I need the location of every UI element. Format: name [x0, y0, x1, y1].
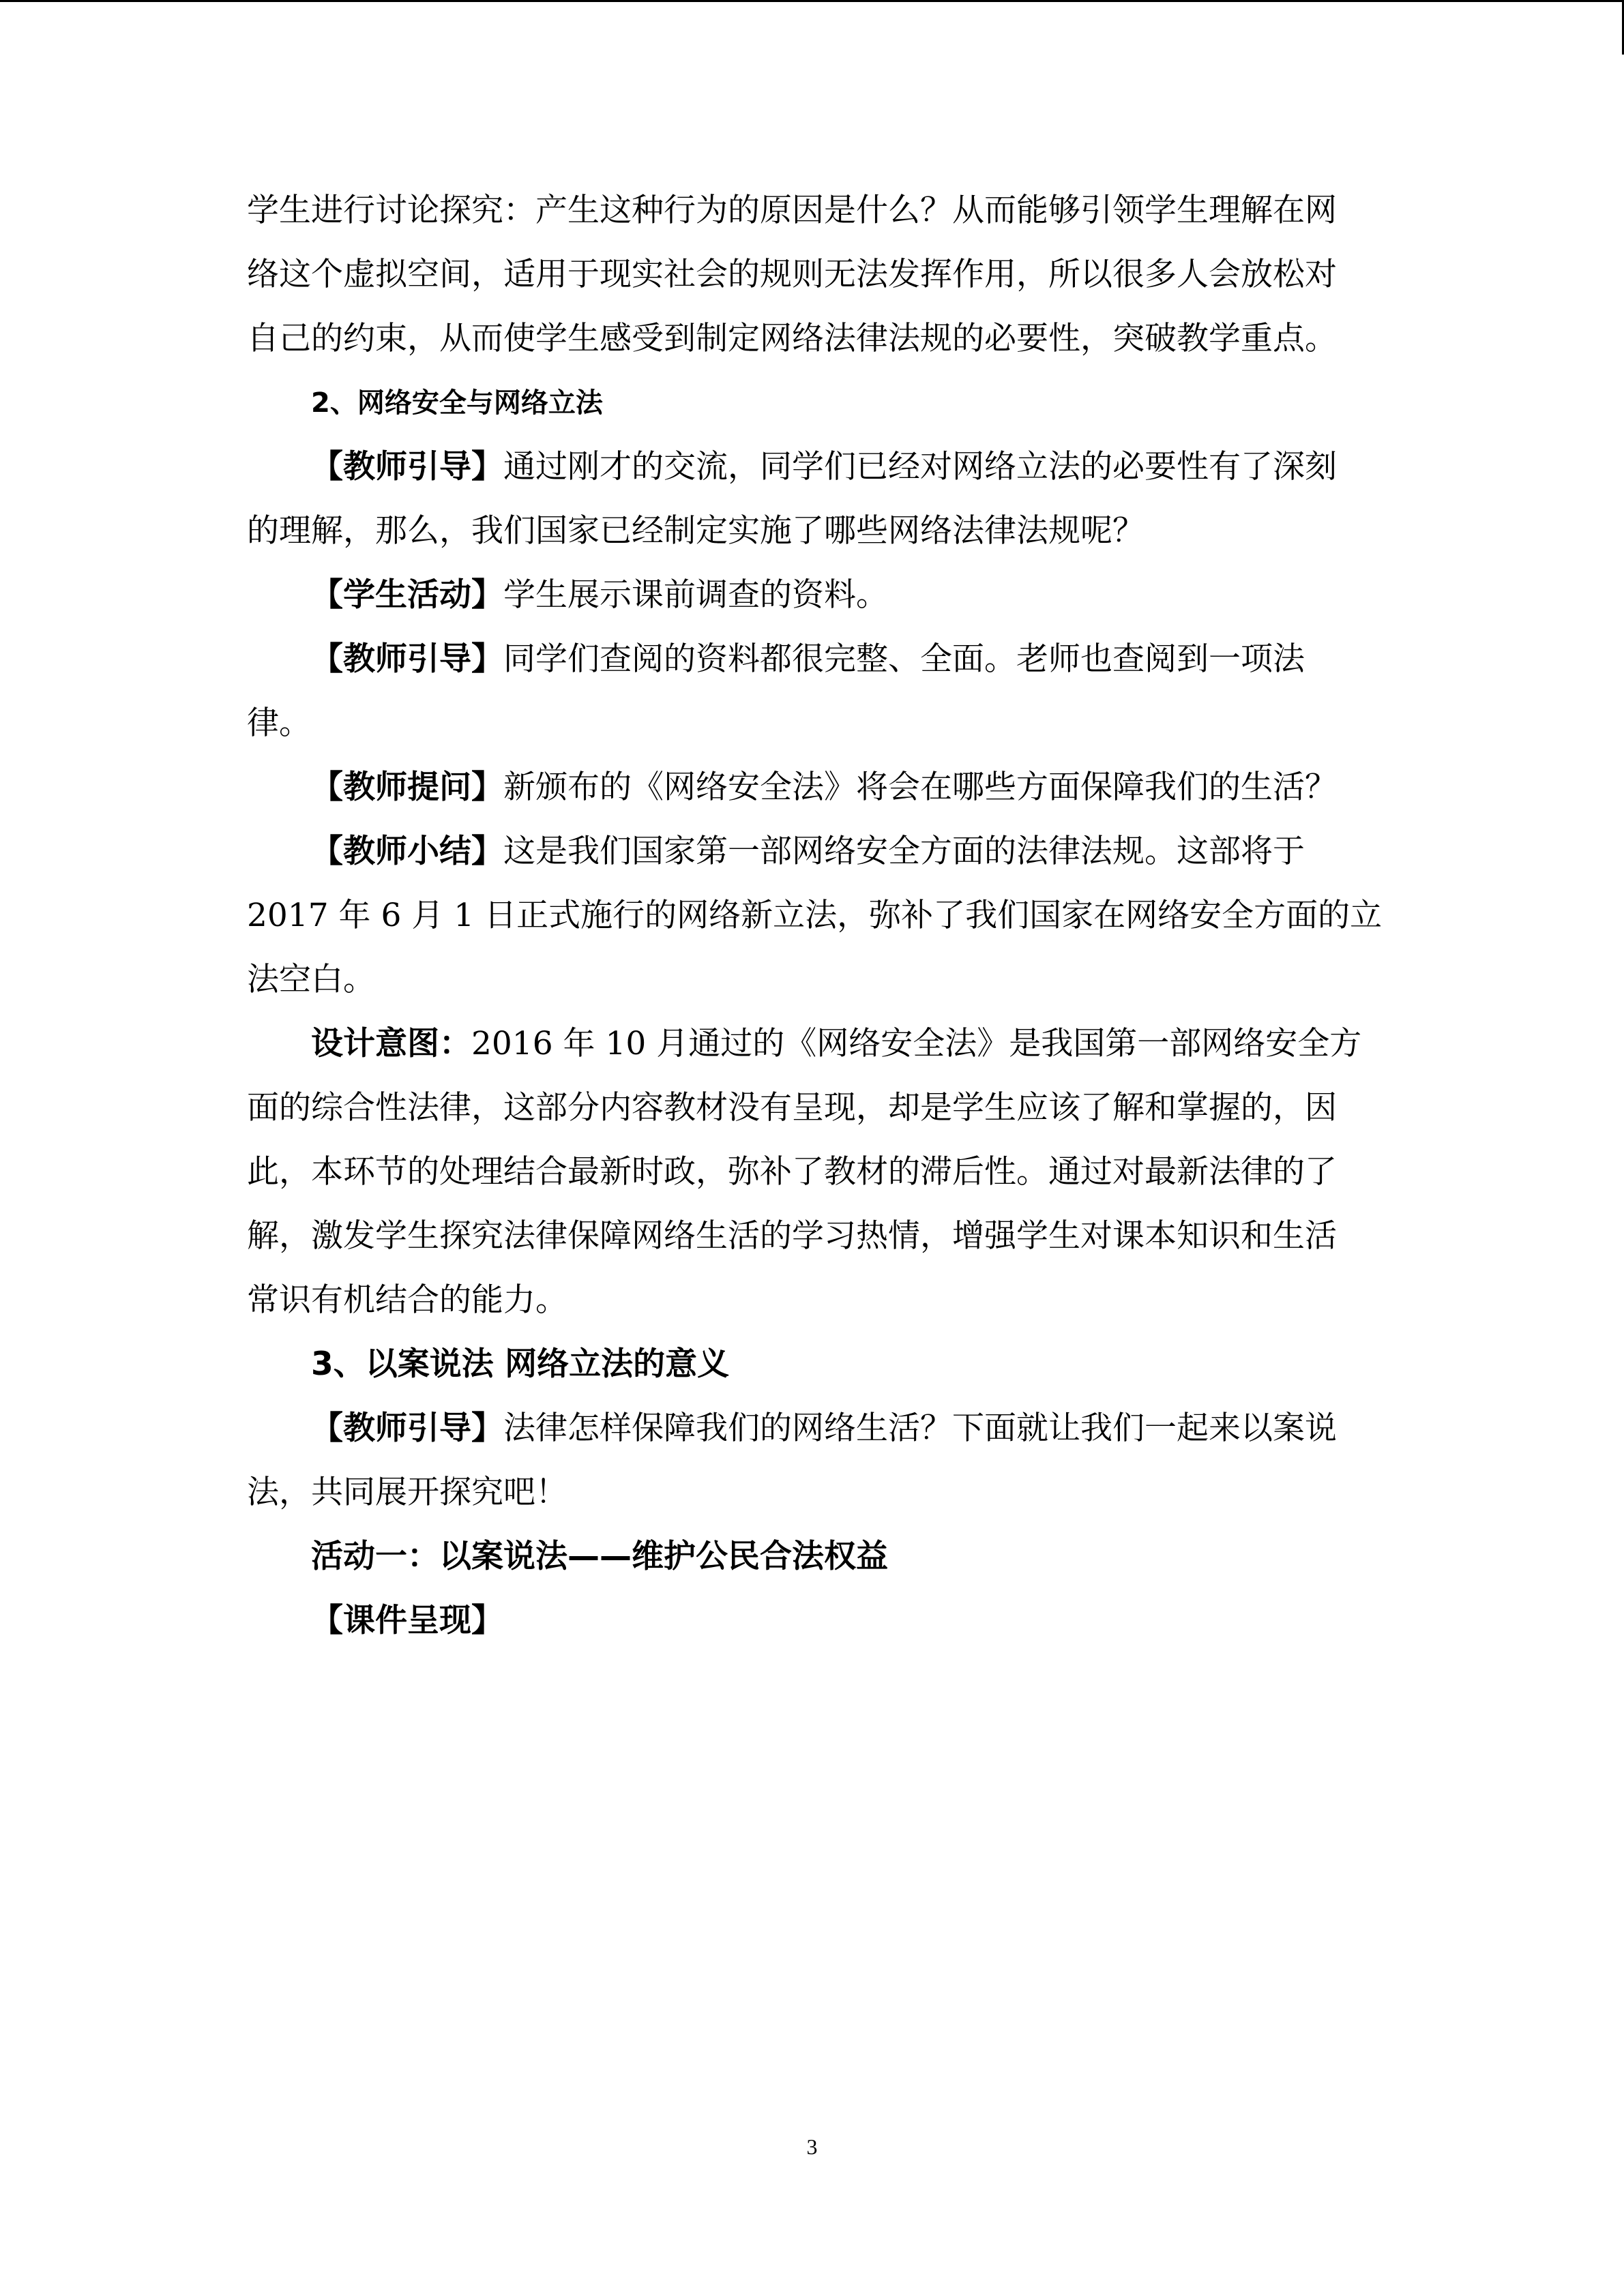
teacher-guide-label: 【教师引导】 [311, 448, 503, 486]
page-top-border [0, 0, 1624, 2]
paragraph-line: 络这个虚拟空间，适用于现实社会的规则无法发挥作用，所以很多人会放松对 [247, 256, 1337, 293]
teacher-guide-label: 【教师引导】 [311, 640, 503, 678]
teacher-guide-paragraph [247, 627, 1372, 691]
paragraph-line: 2017 年 6 月 1 日正式施行的网络新立法，弥补了我们国家在网络安全方面的立 [247, 897, 1383, 934]
design-intent-label: 设计意图： [311, 1025, 471, 1062]
student-activity-label: 【学生活动】 [311, 576, 503, 614]
paragraph-text: 同学们查阅的资料都很完整、全面。老师也查阅到一项法 [503, 640, 1305, 678]
teacher-guide-label: 【教师引导】 [311, 1410, 503, 1447]
design-intent-paragraph [247, 1012, 1372, 1076]
teacher-guide-paragraph [247, 435, 1372, 499]
paragraph-line: 法空白。 [247, 961, 375, 998]
teacher-question-paragraph [247, 756, 1372, 820]
teacher-guide-paragraph [247, 1397, 1372, 1461]
paragraph-line: 面的综合性法律，这部分内容教材没有呈现，却是学生应该了解和掌握的，因 [247, 1089, 1337, 1127]
teacher-question-label: 【教师提问】 [311, 769, 503, 806]
paragraph-text: 2016 年 10 月通过的《网络安全法》是我国第一部网络安全方 [471, 1025, 1362, 1062]
student-activity-paragraph [247, 563, 1372, 627]
paragraph-line: 此，本环节的处理结合最新时政，弥补了教材的滞后性。通过对最新法律的了 [247, 1153, 1337, 1191]
paragraph-line: 学生进行讨论探究：产生这种行为的原因是什么？从而能够引领学生理解在网 [247, 192, 1337, 229]
paragraph-text: 法律怎样保障我们的网络生活？下面就让我们一起来以案说 [503, 1410, 1337, 1447]
paragraph-line: 法，共同展开探究吧！ [247, 1474, 567, 1511]
paragraph-text: 学生展示课前调查的资料。 [503, 576, 888, 614]
paragraph-text: 通过刚才的交流，同学们已经对网络立法的必要性有了深刻 [503, 448, 1337, 486]
paragraph-line: 解，激发学生探究法律保障网络生活的学习热情，增强学生对课本知识和生活 [247, 1217, 1337, 1255]
document-body [247, 179, 1383, 1653]
teacher-summary-label: 【教师小结】 [311, 833, 503, 870]
paragraph-line: 自己的约束，从而使学生感受到制定网络法律法规的必要性，突破教学重点。 [247, 320, 1337, 357]
teacher-summary-paragraph [247, 820, 1372, 884]
page-number: 3 [806, 2134, 818, 2159]
paragraph-text: 新颁布的《网络安全法》将会在哪些方面保障我们的生活？ [503, 769, 1337, 806]
courseware-label: 【课件呈现】 [311, 1602, 503, 1639]
activity-heading: 活动一：以案说法——维护公民合法权益 [311, 1538, 888, 1575]
paragraph-line: 常识有机结合的能力。 [247, 1281, 567, 1319]
section-heading-3: 3、以案说法 网络立法的意义 [311, 1345, 730, 1383]
paragraph-line: 律。 [247, 704, 311, 742]
section-heading-2: 2、网络安全与网络立法 [311, 387, 603, 419]
paragraph-line: 的理解，那么，我们国家已经制定实施了哪些网络法律法规呢？ [247, 512, 1145, 550]
paragraph-text: 这是我们国家第一部网络安全方面的法律法规。这部将于 [503, 833, 1305, 870]
